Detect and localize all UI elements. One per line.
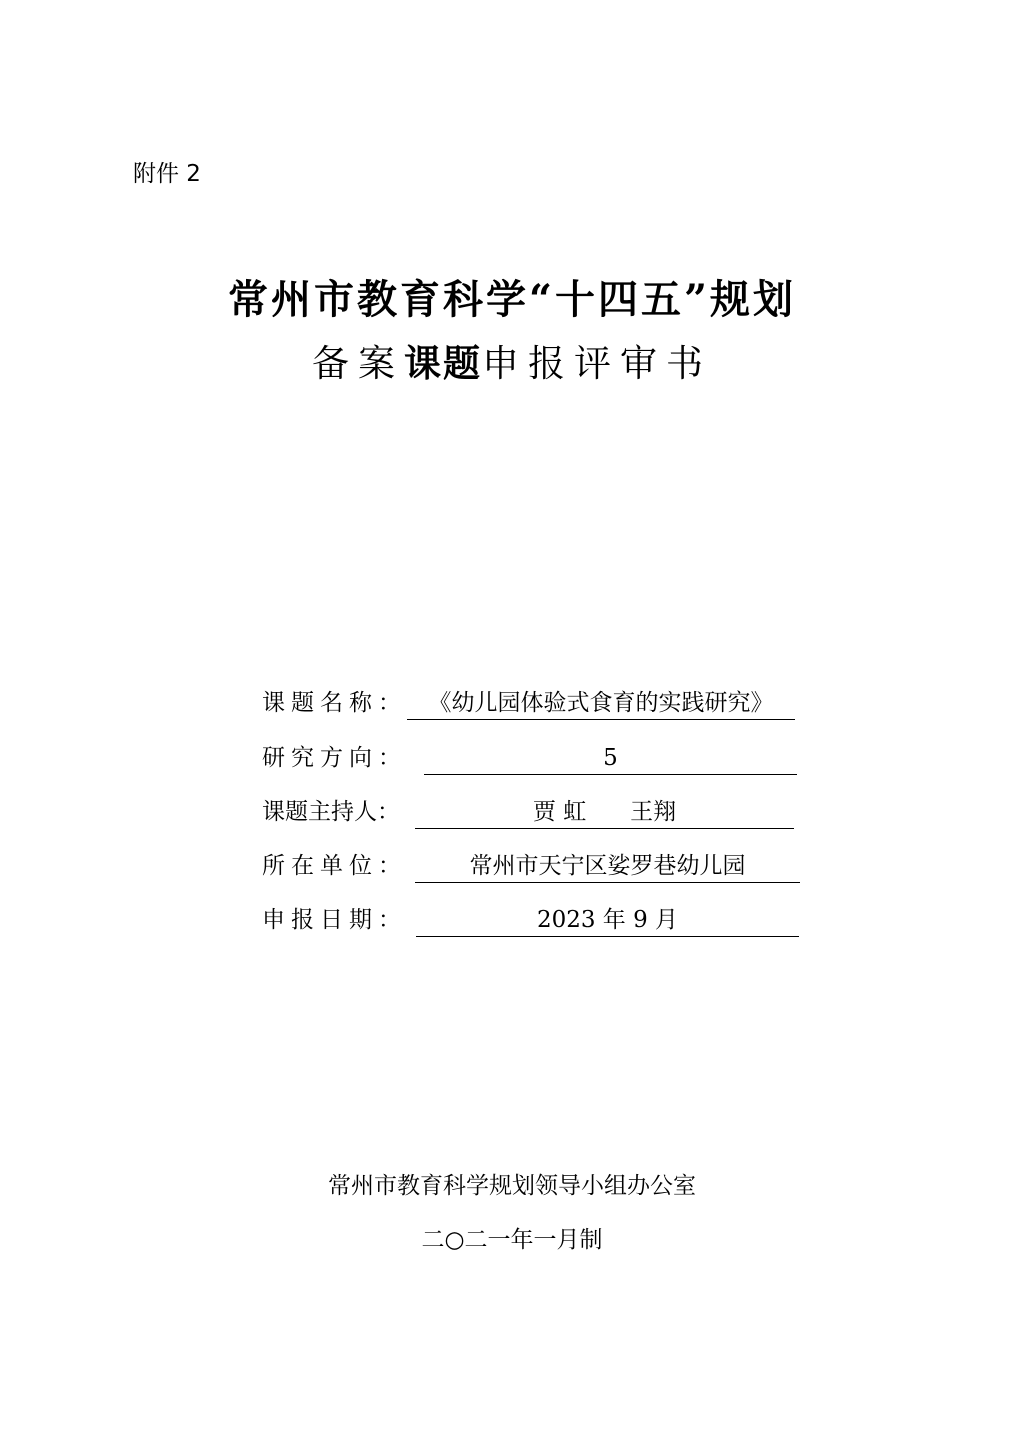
subtitle-bold: 课题 [404, 341, 482, 385]
host-value: 贾 虹 王翔 [415, 794, 794, 829]
subtitle-suffix: 申报评审书 [482, 342, 712, 385]
direction-value: 5 [424, 740, 797, 775]
document-title: 常州市教育科学“十四五”规划 [227, 276, 796, 323]
host-label: 课题主持人： [262, 799, 400, 825]
footer-date: 二○二一年一月制 [421, 1227, 603, 1253]
direction-label: 研究方向： [262, 745, 407, 771]
topic-label: 课题名称： [262, 690, 407, 716]
unit-value: 常州市天宁区娑罗巷幼儿园 [415, 848, 800, 883]
attachment-label: 附件 2 [133, 161, 201, 187]
topic-value: 《幼儿园体验式食育的实践研究》 [407, 685, 795, 720]
footer-organization: 常州市教育科学规划领导小组办公室 [328, 1173, 696, 1199]
unit-label: 所在单位： [262, 853, 407, 879]
date-value: 2023 年 9 月 [416, 902, 799, 937]
document-subtitle [0, 337, 1024, 390]
date-label: 申报日期： [262, 907, 407, 933]
subtitle-prefix: 备案 [312, 342, 404, 385]
